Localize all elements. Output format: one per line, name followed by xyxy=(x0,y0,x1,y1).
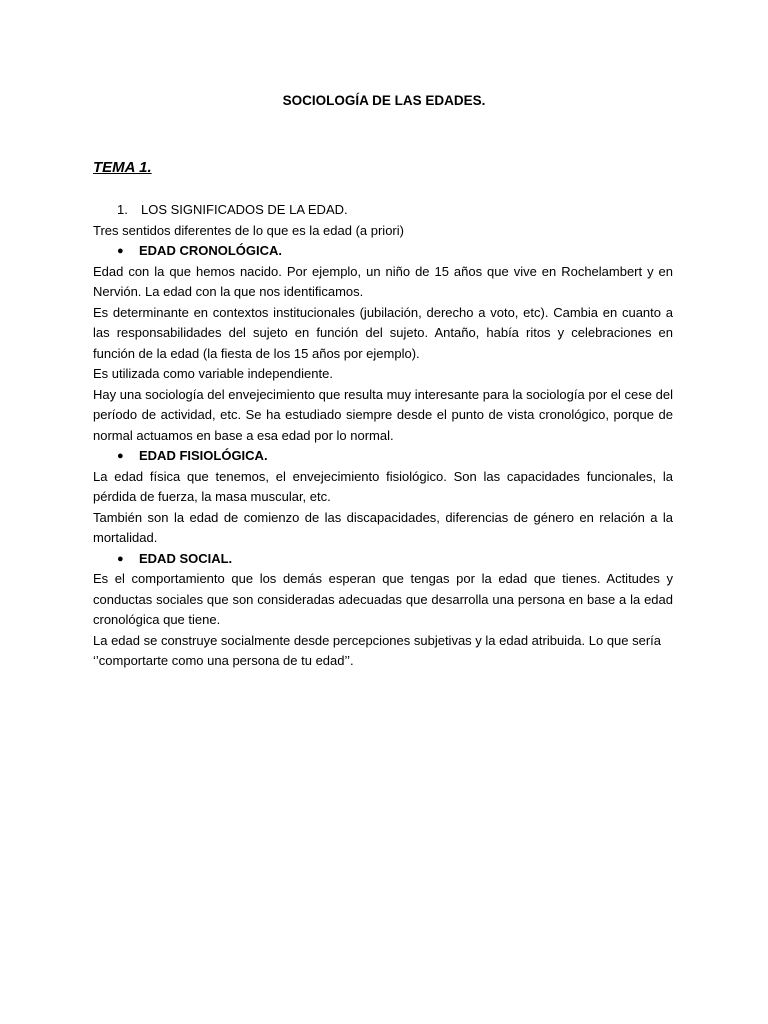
paragraph: Edad con la que hemos nacido. Por ejemplo, un niño de 15 años que vive en Rochelambert y en Nervión. La edad con la que nos identificamos. xyxy=(93,263,673,299)
intro-paragraph: Tres sentidos diferentes de lo que es la edad (a priori) xyxy=(93,222,404,238)
list-number: 1. xyxy=(117,202,128,217)
bullet-heading-social xyxy=(93,549,673,570)
numbered-list-item xyxy=(93,200,673,221)
bullet-heading-text: EDAD SOCIAL. xyxy=(139,550,233,566)
paragraph: La edad física que tenemos, el envejecimiento fisiológico. Son las capacidades funcionales, la pérdida de fuerza, la masa muscular, etc. xyxy=(93,468,673,504)
bullet-heading-text: EDAD CRONOLÓGICA. xyxy=(139,243,282,258)
bullet-icon: ● xyxy=(117,552,124,565)
paragraph: La edad se construye socialmente desde percepciones subjetivas y la edad atribuida. Lo que sería ‘’comportarte como una persona de tu edad’’. xyxy=(93,632,662,668)
document-title: SOCIOLOGÍA DE LAS EDADES. xyxy=(282,93,486,108)
bullet-heading-cronologica xyxy=(93,241,673,262)
paragraph: Es utilizada como variable independiente. xyxy=(93,366,333,381)
paragraph: Es el comportamiento que los demás esperan que tengas por la edad que tienes. Actitudes y conductas sociales que son consideradas adecuadas que desarrolla una persona en base a la edad cronológica que tiene. xyxy=(93,571,673,627)
bullet-icon: ● xyxy=(117,450,124,462)
document-body xyxy=(93,200,673,672)
bullet-heading-text: EDAD FISIOLÓGICA. xyxy=(139,448,268,463)
bullet-icon: ● xyxy=(117,245,124,257)
bullet-heading-fisiologica xyxy=(93,446,673,467)
paragraph: También son la edad de comienzo de las discapacidades, diferencias de género en relación a la mortalidad. xyxy=(93,509,673,545)
list-item-text: LOS SIGNIFICADOS DE LA EDAD. xyxy=(141,202,348,217)
paragraph: Hay una sociología del envejecimiento que resulta muy interesante para la sociología por el cese del período de actividad, etc. Se ha estudiado siempre desde el punto de vista cronológico, porque de normal actuamos en base a esa edad por lo normal. xyxy=(93,386,673,443)
paragraph: Es determinante en contextos institucionales (jubilación, derecho a voto, etc). Cambia en cuanto a las responsabilidades del sujeto en función del sujeto. Antaño, había ritos y celebraciones en función de la edad (la fiesta de los 15 años por ejemplo). xyxy=(93,304,673,361)
section-heading: TEMA 1. xyxy=(93,159,152,176)
